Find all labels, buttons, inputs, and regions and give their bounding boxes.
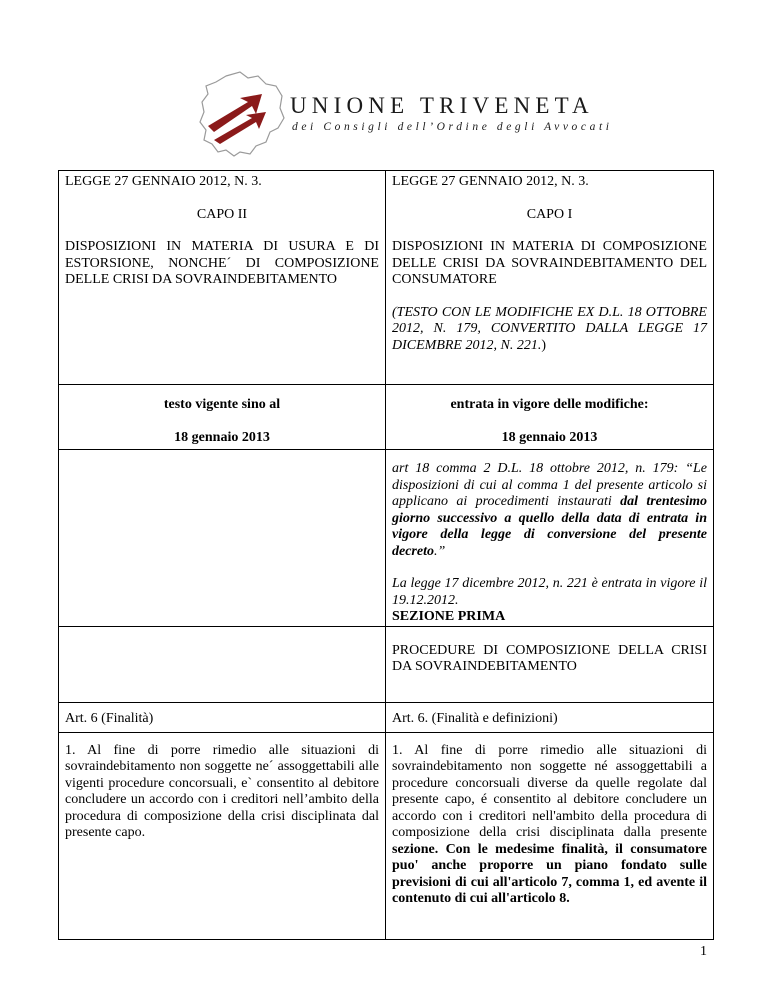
table-row (59, 385, 714, 450)
left-art-title: Art. 6 (Finalità) (65, 710, 154, 726)
sezione-prima: SEZIONE PRIMA (392, 609, 506, 624)
triveneto-region-logo-icon (196, 68, 288, 160)
table-row (59, 626, 714, 702)
left-art-text: 1. Al fine di porre rimedio alle situazioni di sovraindebitamento non soggette ne´ assoggettabili alle vigenti procedure concorsuali, e` consentito al debitore concludere un accordo con i creditori nell’ambito della procedura di composizione della crisi disciplinata dal presente capo. (65, 742, 379, 840)
right-art-title: Art. 6. (Finalità e definizioni) (392, 710, 558, 726)
left-empty-cell (59, 626, 386, 702)
right-procedure-cell (386, 626, 714, 702)
right-capo-title: DISPOSIZIONI IN MATERIA DI COMPOSIZIONE DELLE CRISI DA SOVRAINDEBITAMENTO DEL CONSUMATORE (392, 239, 707, 287)
left-capo: CAPO II (196, 206, 248, 222)
right-art-text-cell (386, 732, 714, 939)
right-law-cell (386, 171, 714, 385)
table-row (59, 171, 714, 385)
right-art-text-plain: 1. Al fine di porre rimedio alle situazioni di sovraindebitamento non soggette né assoggettabili a procedure concorsuali diverse da quelle regolate dal presente capo, é consentito al debitore concludere un accordo con i creditori nell'ambito della procedura di composizione della crisi disciplinata dalla presente (392, 742, 707, 840)
org-subtitle: dei Consigli dell’Ordine degli Avvocati (292, 121, 613, 133)
procedure-title: PROCEDURE DI COMPOSIZIONE DELLA CRISI DA SOVRAINDEBITAMENTO (392, 642, 707, 674)
left-capo-title: DISPOSIZIONI IN MATERIA DI USURA E DI ESTORSIONE, NONCHE´ DI COMPOSIZIONE DELLE CRISI DA SOVRAINDEBITAMENTO (65, 239, 379, 287)
right-quote-cell (386, 450, 714, 627)
right-capo: CAPO I (526, 206, 573, 222)
modification-note-close: ) (541, 337, 546, 353)
left-law-title: LEGGE 27 GENNAIO 2012, N. 3. (65, 174, 262, 189)
decree-quote-intro: art 18 comma 2 D.L. 18 ottobre 2012, n. 179: “Le disposizioni di cui al comma 1 del presente articolo si applicano ai procedimenti instaurati (392, 461, 707, 509)
right-art-title-cell (386, 702, 714, 732)
left-law-cell (59, 171, 386, 385)
left-empty-cell (59, 450, 386, 627)
decree-quote-end: .” (433, 543, 446, 559)
modification-note-text: (TESTO CON LE MODIFICHE EX D.L. 18 OTTOBRE 2012, N. 179, CONVERTITO DALLA LEGGE 17 DICEMBRE 2012, N. 221. (392, 304, 707, 353)
right-law-title: LEGGE 27 GENNAIO 2012, N. 3. (392, 174, 589, 189)
table-row (59, 732, 714, 939)
left-art-title-cell (59, 702, 386, 732)
left-vigente-cell (59, 385, 386, 450)
right-art-text (392, 743, 707, 908)
left-art-text-cell (59, 732, 386, 939)
page-number: 1 (700, 944, 707, 959)
letterhead (0, 0, 768, 160)
vigente-label: testo vigente sino al (163, 397, 281, 412)
legge-note: La legge 17 dicembre 2012, n. 221 è entrata in vigore il 19.12.2012. (392, 576, 707, 608)
right-modification-note (392, 305, 707, 355)
right-art-text-bold: sezione. Con le medesime finalità, il consumatore puo' anche proporre un piano fondato sulle previsioni di cui all'articolo 7, comma 1, ed avente il contenuto di cui all'articolo 8. (392, 841, 707, 906)
org-name: UNIONE TRIVENETA (290, 93, 594, 118)
decree-quote-bold: dal trentesimo giorno successivo a quello della data di entrata in vigore della legge di conversione del presente decreto (392, 494, 708, 559)
modifiche-label: entrata in vigore delle modifiche: (450, 397, 649, 412)
decree-quote (392, 461, 707, 560)
table-row (59, 702, 714, 732)
table-row (59, 450, 714, 627)
vigente-date: 18 gennaio 2013 (174, 429, 270, 445)
right-modifiche-cell (386, 385, 714, 450)
modifiche-date: 18 gennaio 2013 (501, 429, 598, 445)
comparison-table (58, 170, 714, 940)
